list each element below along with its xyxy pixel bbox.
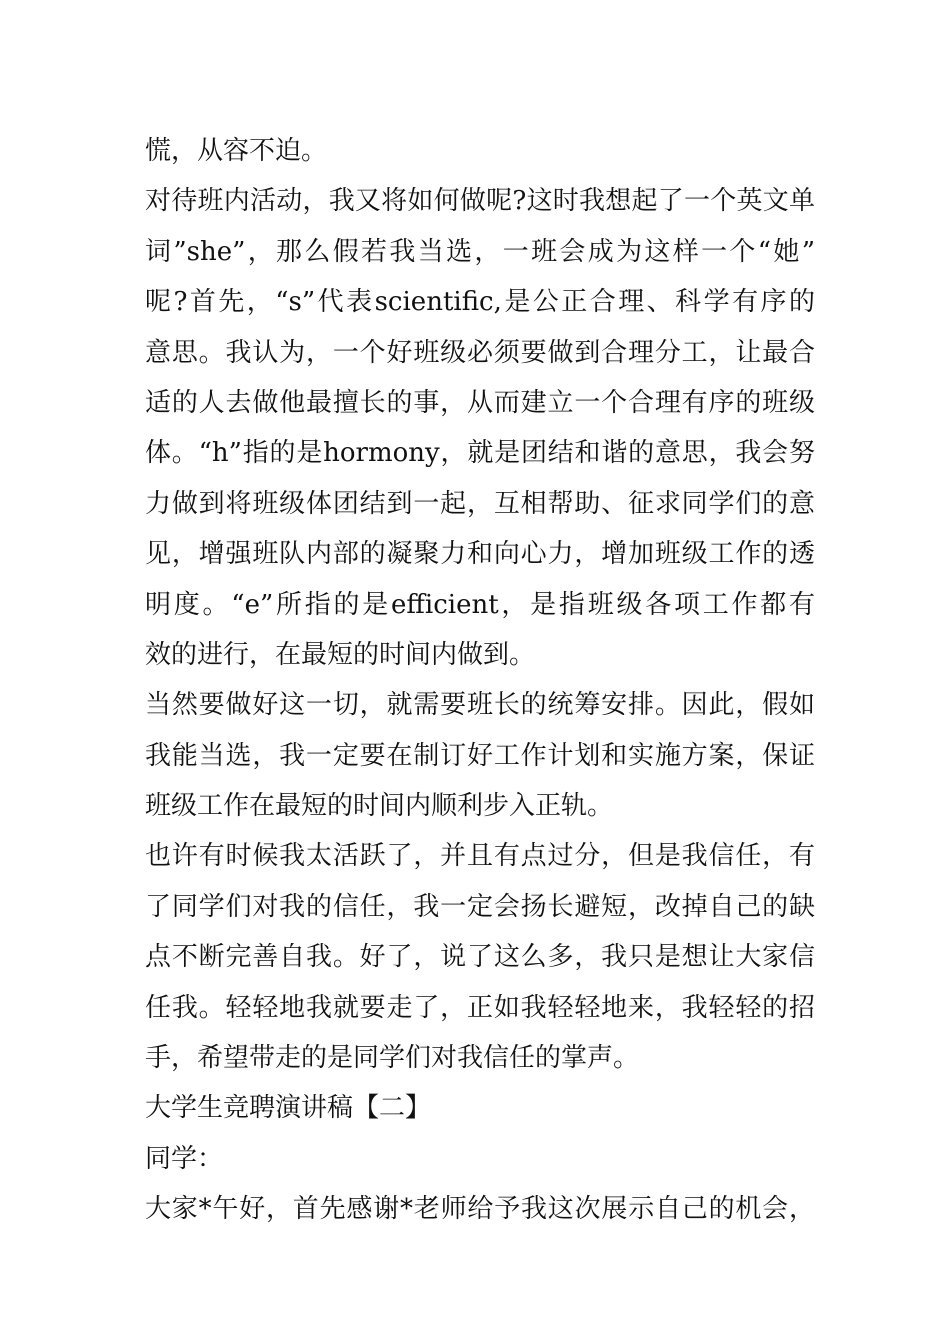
paragraph-line: 对待班内活动，我又将如何做呢?这时我想起了一个英文单	[145, 186, 815, 217]
paragraph-line: 意思。我认为，一个好班级必须要做到合理分工，让最合	[145, 337, 815, 368]
paragraph-line: 慌，从容不迫。	[145, 136, 328, 166]
paragraph-line: 力做到将班级体团结到一起，互相帮助、征求同学们的意	[145, 488, 815, 519]
paragraph-line: 了同学们对我的信任，我一定会扬长避短，改掉自己的缺	[145, 891, 815, 922]
paragraph-line: 大家*午好，首先感谢*老师给予我这次展示自己的机会，	[145, 1194, 815, 1225]
salutation-line: 同学：	[145, 1143, 224, 1174]
section-heading: 大学生竞聘演讲稿【二】	[145, 1093, 432, 1124]
paragraph-line: 呢?首先，“s”代表scientific,是公正合理、科学有序的	[145, 287, 815, 318]
paragraph-line: 体。“h”指的是hormony，就是团结和谐的意思，我会努	[145, 438, 815, 469]
paragraph-line: 明度。“e”所指的是efficient，是指班级各项工作都有	[145, 589, 815, 620]
paragraph-line: 适的人去做他最擅长的事，从而建立一个合理有序的班级	[145, 387, 815, 418]
paragraph-line: 效的进行，在最短的时间内做到。	[145, 639, 536, 670]
paragraph-line: 任我。轻轻地我就要走了，正如我轻轻地来，我轻轻的招	[145, 992, 815, 1023]
paragraph-line: 见，增强班队内部的凝聚力和向心力，增加班级工作的透	[145, 539, 815, 570]
paragraph-line: 当然要做好这一切，就需要班长的统筹安排。因此，假如	[145, 690, 815, 721]
paragraph-line: 我能当选，我一定要在制订好工作计划和实施方案，保证	[145, 740, 815, 771]
paragraph-line: 词”she”，那么假若我当选，一班会成为这样一个“她”	[145, 236, 815, 267]
paragraph-line: 手，希望带走的是同学们对我信任的掌声。	[145, 1043, 640, 1074]
paragraph-line: 点不断完善自我。好了，说了这么多，我只是想让大家信	[145, 942, 815, 973]
paragraph-line: 班级工作在最短的时间内顺利步入正轨。	[145, 791, 614, 822]
paragraph-line: 也许有时候我太活跃了，并且有点过分，但是我信任，有	[145, 841, 815, 872]
document-body	[145, 126, 815, 1235]
